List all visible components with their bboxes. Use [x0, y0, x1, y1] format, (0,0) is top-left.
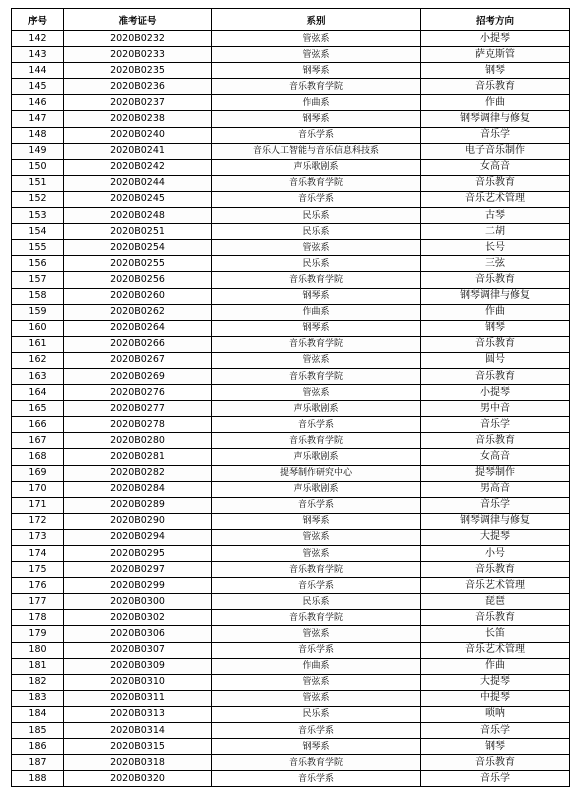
cell-major-direction: 音乐学: [421, 497, 570, 513]
cell-serial-number: 176: [12, 578, 64, 594]
cell-major-direction: 唢呐: [421, 706, 570, 722]
cell-major-direction: 音乐学: [421, 723, 570, 739]
cell-department: 音乐学系: [212, 578, 421, 594]
cell-major-direction: 大提琴: [421, 529, 570, 545]
cell-department: 作曲系: [212, 304, 421, 320]
cell-major-direction: 音乐教育: [421, 79, 570, 95]
cell-department: 声乐歌剧系: [212, 401, 421, 417]
cell-serial-number: 188: [12, 771, 64, 787]
cell-major-direction: 小提琴: [421, 31, 570, 47]
cell-exam-id: 2020B0310: [64, 674, 212, 690]
table-row: [12, 224, 570, 240]
cell-exam-id: 2020B0269: [64, 368, 212, 384]
cell-exam-id: 2020B0256: [64, 272, 212, 288]
header-serial-number: 序号: [12, 9, 64, 31]
cell-major-direction: 音乐学: [421, 771, 570, 787]
cell-exam-id: 2020B0235: [64, 63, 212, 79]
cell-major-direction: 三弦: [421, 256, 570, 272]
cell-major-direction: 提琴制作: [421, 465, 570, 481]
cell-department: 管弦系: [212, 31, 421, 47]
cell-exam-id: 2020B0280: [64, 433, 212, 449]
cell-serial-number: 158: [12, 288, 64, 304]
table-row: [12, 31, 570, 47]
cell-serial-number: 186: [12, 739, 64, 755]
cell-department: 音乐教育学院: [212, 272, 421, 288]
cell-major-direction: 音乐教育: [421, 610, 570, 626]
cell-major-direction: 音乐教育: [421, 755, 570, 771]
cell-department: 钢琴系: [212, 111, 421, 127]
cell-serial-number: 153: [12, 208, 64, 224]
cell-serial-number: 177: [12, 594, 64, 610]
cell-major-direction: 萨克斯管: [421, 47, 570, 63]
cell-exam-id: 2020B0282: [64, 465, 212, 481]
cell-exam-id: 2020B0277: [64, 401, 212, 417]
cell-exam-id: 2020B0276: [64, 385, 212, 401]
cell-department: 管弦系: [212, 47, 421, 63]
cell-major-direction: 长号: [421, 240, 570, 256]
table-row: [12, 771, 570, 787]
cell-exam-id: 2020B0262: [64, 304, 212, 320]
table-row: [12, 159, 570, 175]
cell-department: 音乐学系: [212, 417, 421, 433]
table-header-row: [12, 9, 570, 31]
cell-serial-number: 179: [12, 626, 64, 642]
cell-serial-number: 169: [12, 465, 64, 481]
table-row: [12, 320, 570, 336]
cell-department: 管弦系: [212, 529, 421, 545]
cell-department: 音乐教育学院: [212, 368, 421, 384]
cell-serial-number: 166: [12, 417, 64, 433]
cell-exam-id: 2020B0255: [64, 256, 212, 272]
cell-department: 音乐学系: [212, 127, 421, 143]
cell-exam-id: 2020B0245: [64, 191, 212, 207]
cell-serial-number: 157: [12, 272, 64, 288]
table-row: [12, 706, 570, 722]
cell-major-direction: 音乐教育: [421, 562, 570, 578]
table-row: [12, 546, 570, 562]
cell-exam-id: 2020B0240: [64, 127, 212, 143]
cell-exam-id: 2020B0232: [64, 31, 212, 47]
cell-exam-id: 2020B0241: [64, 143, 212, 159]
table-row: [12, 79, 570, 95]
cell-exam-id: 2020B0295: [64, 546, 212, 562]
cell-serial-number: 182: [12, 674, 64, 690]
cell-serial-number: 185: [12, 723, 64, 739]
cell-serial-number: 150: [12, 159, 64, 175]
cell-major-direction: 钢琴调律与修复: [421, 111, 570, 127]
cell-exam-id: 2020B0320: [64, 771, 212, 787]
table-row: [12, 95, 570, 111]
table-body: [12, 31, 570, 787]
table-row: [12, 208, 570, 224]
table-row: [12, 449, 570, 465]
cell-major-direction: 小号: [421, 546, 570, 562]
cell-exam-id: 2020B0238: [64, 111, 212, 127]
table-row: [12, 127, 570, 143]
cell-exam-id: 2020B0313: [64, 706, 212, 722]
cell-serial-number: 154: [12, 224, 64, 240]
table-row: [12, 63, 570, 79]
table-row: [12, 240, 570, 256]
cell-major-direction: 音乐艺术管理: [421, 191, 570, 207]
cell-department: 作曲系: [212, 95, 421, 111]
cell-serial-number: 149: [12, 143, 64, 159]
cell-serial-number: 143: [12, 47, 64, 63]
cell-serial-number: 144: [12, 63, 64, 79]
table-row: [12, 610, 570, 626]
table-row: [12, 143, 570, 159]
cell-major-direction: 男高音: [421, 481, 570, 497]
cell-exam-id: 2020B0284: [64, 481, 212, 497]
cell-exam-id: 2020B0248: [64, 208, 212, 224]
cell-major-direction: 音乐教育: [421, 336, 570, 352]
cell-department: 民乐系: [212, 224, 421, 240]
cell-department: 音乐教育学院: [212, 755, 421, 771]
cell-serial-number: 173: [12, 529, 64, 545]
cell-major-direction: 女高音: [421, 159, 570, 175]
cell-department: 音乐教育学院: [212, 175, 421, 191]
cell-serial-number: 170: [12, 481, 64, 497]
cell-major-direction: 琵琶: [421, 594, 570, 610]
cell-department: 民乐系: [212, 256, 421, 272]
cell-exam-id: 2020B0233: [64, 47, 212, 63]
cell-exam-id: 2020B0300: [64, 594, 212, 610]
cell-major-direction: 长笛: [421, 626, 570, 642]
cell-major-direction: 音乐学: [421, 127, 570, 143]
cell-serial-number: 162: [12, 352, 64, 368]
cell-exam-id: 2020B0237: [64, 95, 212, 111]
cell-serial-number: 175: [12, 562, 64, 578]
cell-exam-id: 2020B0311: [64, 690, 212, 706]
cell-department: 管弦系: [212, 674, 421, 690]
cell-serial-number: 167: [12, 433, 64, 449]
admission-list-sheet: [11, 8, 569, 787]
cell-serial-number: 156: [12, 256, 64, 272]
table-row: [12, 690, 570, 706]
cell-department: 作曲系: [212, 658, 421, 674]
cell-department: 音乐教育学院: [212, 336, 421, 352]
cell-serial-number: 155: [12, 240, 64, 256]
cell-exam-id: 2020B0251: [64, 224, 212, 240]
cell-major-direction: 音乐教育: [421, 175, 570, 191]
cell-major-direction: 小提琴: [421, 385, 570, 401]
cell-serial-number: 163: [12, 368, 64, 384]
admission-table: [11, 8, 570, 787]
table-row: [12, 658, 570, 674]
table-row: [12, 739, 570, 755]
cell-department: 管弦系: [212, 690, 421, 706]
cell-department: 音乐学系: [212, 642, 421, 658]
cell-major-direction: 音乐教育: [421, 368, 570, 384]
cell-department: 钢琴系: [212, 739, 421, 755]
cell-exam-id: 2020B0299: [64, 578, 212, 594]
table-row: [12, 352, 570, 368]
cell-serial-number: 148: [12, 127, 64, 143]
cell-department: 音乐学系: [212, 723, 421, 739]
cell-major-direction: 音乐教育: [421, 272, 570, 288]
cell-exam-id: 2020B0266: [64, 336, 212, 352]
table-row: [12, 191, 570, 207]
cell-major-direction: 女高音: [421, 449, 570, 465]
cell-department: 管弦系: [212, 546, 421, 562]
cell-serial-number: 165: [12, 401, 64, 417]
table-row: [12, 433, 570, 449]
table-row: [12, 578, 570, 594]
table-row: [12, 481, 570, 497]
cell-department: 音乐学系: [212, 497, 421, 513]
cell-serial-number: 172: [12, 513, 64, 529]
cell-exam-id: 2020B0267: [64, 352, 212, 368]
cell-serial-number: 174: [12, 546, 64, 562]
cell-department: 民乐系: [212, 208, 421, 224]
cell-serial-number: 151: [12, 175, 64, 191]
cell-serial-number: 187: [12, 755, 64, 771]
cell-major-direction: 大提琴: [421, 674, 570, 690]
cell-major-direction: 二胡: [421, 224, 570, 240]
cell-department: 钢琴系: [212, 288, 421, 304]
table-row: [12, 385, 570, 401]
cell-exam-id: 2020B0318: [64, 755, 212, 771]
table-row: [12, 272, 570, 288]
table-row: [12, 256, 570, 272]
cell-serial-number: 160: [12, 320, 64, 336]
cell-major-direction: 音乐艺术管理: [421, 578, 570, 594]
table-row: [12, 417, 570, 433]
cell-major-direction: 钢琴: [421, 739, 570, 755]
table-row: [12, 47, 570, 63]
cell-department: 民乐系: [212, 706, 421, 722]
cell-exam-id: 2020B0281: [64, 449, 212, 465]
cell-serial-number: 184: [12, 706, 64, 722]
cell-exam-id: 2020B0297: [64, 562, 212, 578]
cell-department: 民乐系: [212, 594, 421, 610]
cell-department: 音乐学系: [212, 771, 421, 787]
cell-department: 音乐教育学院: [212, 79, 421, 95]
header-exam-id: 准考证号: [64, 9, 212, 31]
table-row: [12, 626, 570, 642]
cell-department: 声乐歌剧系: [212, 449, 421, 465]
header-major-direction: 招考方向: [421, 9, 570, 31]
table-row: [12, 111, 570, 127]
table-row: [12, 562, 570, 578]
table-row: [12, 175, 570, 191]
cell-serial-number: 183: [12, 690, 64, 706]
cell-exam-id: 2020B0242: [64, 159, 212, 175]
table-row: [12, 288, 570, 304]
table-row: [12, 401, 570, 417]
cell-department: 声乐歌剧系: [212, 481, 421, 497]
table-row: [12, 497, 570, 513]
cell-department: 管弦系: [212, 240, 421, 256]
cell-serial-number: 152: [12, 191, 64, 207]
cell-department: 钢琴系: [212, 513, 421, 529]
table-row: [12, 513, 570, 529]
cell-exam-id: 2020B0254: [64, 240, 212, 256]
cell-exam-id: 2020B0315: [64, 739, 212, 755]
cell-major-direction: 钢琴调律与修复: [421, 513, 570, 529]
cell-major-direction: 钢琴调律与修复: [421, 288, 570, 304]
cell-exam-id: 2020B0306: [64, 626, 212, 642]
cell-exam-id: 2020B0289: [64, 497, 212, 513]
cell-major-direction: 钢琴: [421, 63, 570, 79]
cell-major-direction: 钢琴: [421, 320, 570, 336]
cell-department: 音乐人工智能与音乐信息科技系: [212, 143, 421, 159]
cell-department: 管弦系: [212, 352, 421, 368]
table-row: [12, 336, 570, 352]
cell-exam-id: 2020B0236: [64, 79, 212, 95]
cell-exam-id: 2020B0290: [64, 513, 212, 529]
cell-major-direction: 中提琴: [421, 690, 570, 706]
cell-exam-id: 2020B0294: [64, 529, 212, 545]
cell-major-direction: 音乐艺术管理: [421, 642, 570, 658]
header-department: 系别: [212, 9, 421, 31]
cell-major-direction: 圆号: [421, 352, 570, 368]
cell-major-direction: 作曲: [421, 658, 570, 674]
cell-serial-number: 164: [12, 385, 64, 401]
cell-serial-number: 159: [12, 304, 64, 320]
cell-serial-number: 181: [12, 658, 64, 674]
table-row: [12, 529, 570, 545]
cell-serial-number: 145: [12, 79, 64, 95]
cell-department: 钢琴系: [212, 320, 421, 336]
cell-serial-number: 146: [12, 95, 64, 111]
cell-serial-number: 142: [12, 31, 64, 47]
cell-exam-id: 2020B0278: [64, 417, 212, 433]
table-row: [12, 465, 570, 481]
cell-serial-number: 147: [12, 111, 64, 127]
cell-department: 音乐学系: [212, 191, 421, 207]
cell-department: 管弦系: [212, 626, 421, 642]
cell-exam-id: 2020B0302: [64, 610, 212, 626]
cell-major-direction: 电子音乐制作: [421, 143, 570, 159]
cell-major-direction: 音乐学: [421, 417, 570, 433]
cell-exam-id: 2020B0264: [64, 320, 212, 336]
table-row: [12, 642, 570, 658]
cell-exam-id: 2020B0314: [64, 723, 212, 739]
table-row: [12, 594, 570, 610]
cell-department: 钢琴系: [212, 63, 421, 79]
cell-major-direction: 作曲: [421, 304, 570, 320]
cell-department: 管弦系: [212, 385, 421, 401]
cell-department: 声乐歌剧系: [212, 159, 421, 175]
cell-serial-number: 178: [12, 610, 64, 626]
table-row: [12, 755, 570, 771]
cell-serial-number: 180: [12, 642, 64, 658]
table-row: [12, 304, 570, 320]
cell-exam-id: 2020B0309: [64, 658, 212, 674]
cell-department: 音乐教育学院: [212, 562, 421, 578]
cell-serial-number: 168: [12, 449, 64, 465]
cell-serial-number: 161: [12, 336, 64, 352]
cell-department: 音乐教育学院: [212, 610, 421, 626]
cell-major-direction: 古琴: [421, 208, 570, 224]
table-row: [12, 723, 570, 739]
table-row: [12, 368, 570, 384]
cell-major-direction: 音乐教育: [421, 433, 570, 449]
cell-exam-id: 2020B0260: [64, 288, 212, 304]
cell-serial-number: 171: [12, 497, 64, 513]
cell-exam-id: 2020B0244: [64, 175, 212, 191]
cell-major-direction: 男中音: [421, 401, 570, 417]
table-row: [12, 674, 570, 690]
cell-department: 提琴制作研究中心: [212, 465, 421, 481]
cell-major-direction: 作曲: [421, 95, 570, 111]
cell-exam-id: 2020B0307: [64, 642, 212, 658]
cell-department: 音乐教育学院: [212, 433, 421, 449]
